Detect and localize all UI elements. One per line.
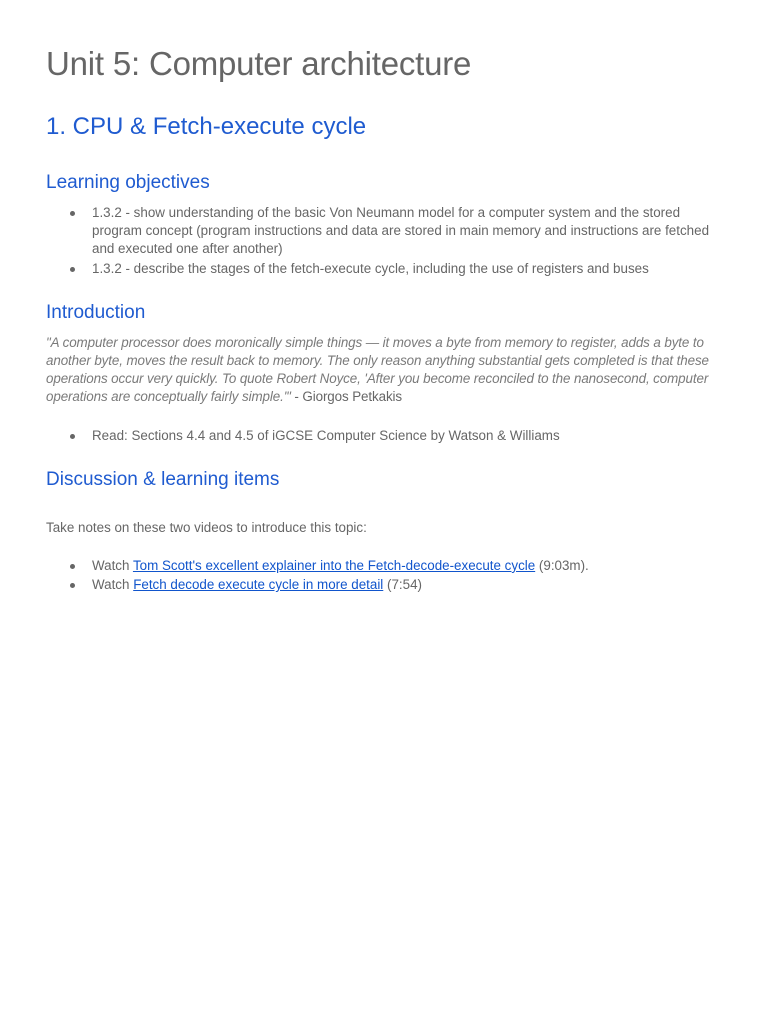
document-title: Unit 5: Computer architecture	[46, 45, 472, 82]
bullet-icon	[70, 434, 75, 439]
objective-text: 1.3.2 - describe the stages of the fetch-execute cycle, including the use of registers and buses	[92, 260, 649, 276]
learning-objectives-heading: Learning objectives	[46, 172, 210, 193]
introduction-quote	[46, 334, 724, 407]
list-item	[46, 557, 724, 575]
list-item	[46, 576, 724, 594]
bullet-icon	[70, 267, 75, 272]
bullet-icon	[70, 564, 75, 569]
video-link-tom-scott[interactable]: Tom Scott's excellent explainer into the Fetch-decode-execute cycle	[132, 557, 536, 573]
discussion-heading: Discussion & learning items	[46, 468, 280, 490]
reading-list	[46, 427, 724, 445]
video-duration: (7:54)	[383, 577, 422, 593]
list-item	[46, 260, 724, 278]
video-duration: (9:03m).	[535, 557, 589, 573]
list-item	[46, 204, 724, 259]
video-prefix: Watch	[92, 577, 134, 593]
section-heading-cpu: 1. CPU & Fetch-execute cycle	[46, 113, 367, 140]
bullet-icon	[70, 583, 75, 588]
list-item	[46, 427, 724, 445]
objective-text: 1.3.2 - show understanding of the basic Von Neumann model for a computer system and the stored program concept (program instructions and data are stored in main memory and instructions are fetched and executed one after another)	[92, 205, 710, 257]
reading-text: Read: Sections 4.4 and 4.5 of iGCSE Computer Science by Watson & Williams	[92, 427, 560, 443]
bullet-icon	[70, 211, 75, 216]
learning-objectives-list	[46, 204, 724, 278]
quote-attribution: - Giorgos Petkakis	[290, 389, 403, 405]
video-list	[46, 557, 724, 594]
video-link-fetch-decode-detail[interactable]: Fetch decode execute cycle in more detail	[133, 577, 384, 593]
introduction-heading: Introduction	[46, 301, 146, 323]
video-prefix: Watch	[92, 557, 133, 573]
discussion-intro: Take notes on these two videos to introduce this topic:	[46, 519, 367, 535]
quote-text: "A computer processor does moronically simple things — it moves a byte from memory to register, adds a byte to another byte, moves the result back to memory. The only reason anything substantial gets completed is that these operations occur very quickly. To quote Robert Noyce, 'After you become reconciled to the nanosecond, computer operations are conceptually fairly simple.'"	[46, 334, 709, 405]
